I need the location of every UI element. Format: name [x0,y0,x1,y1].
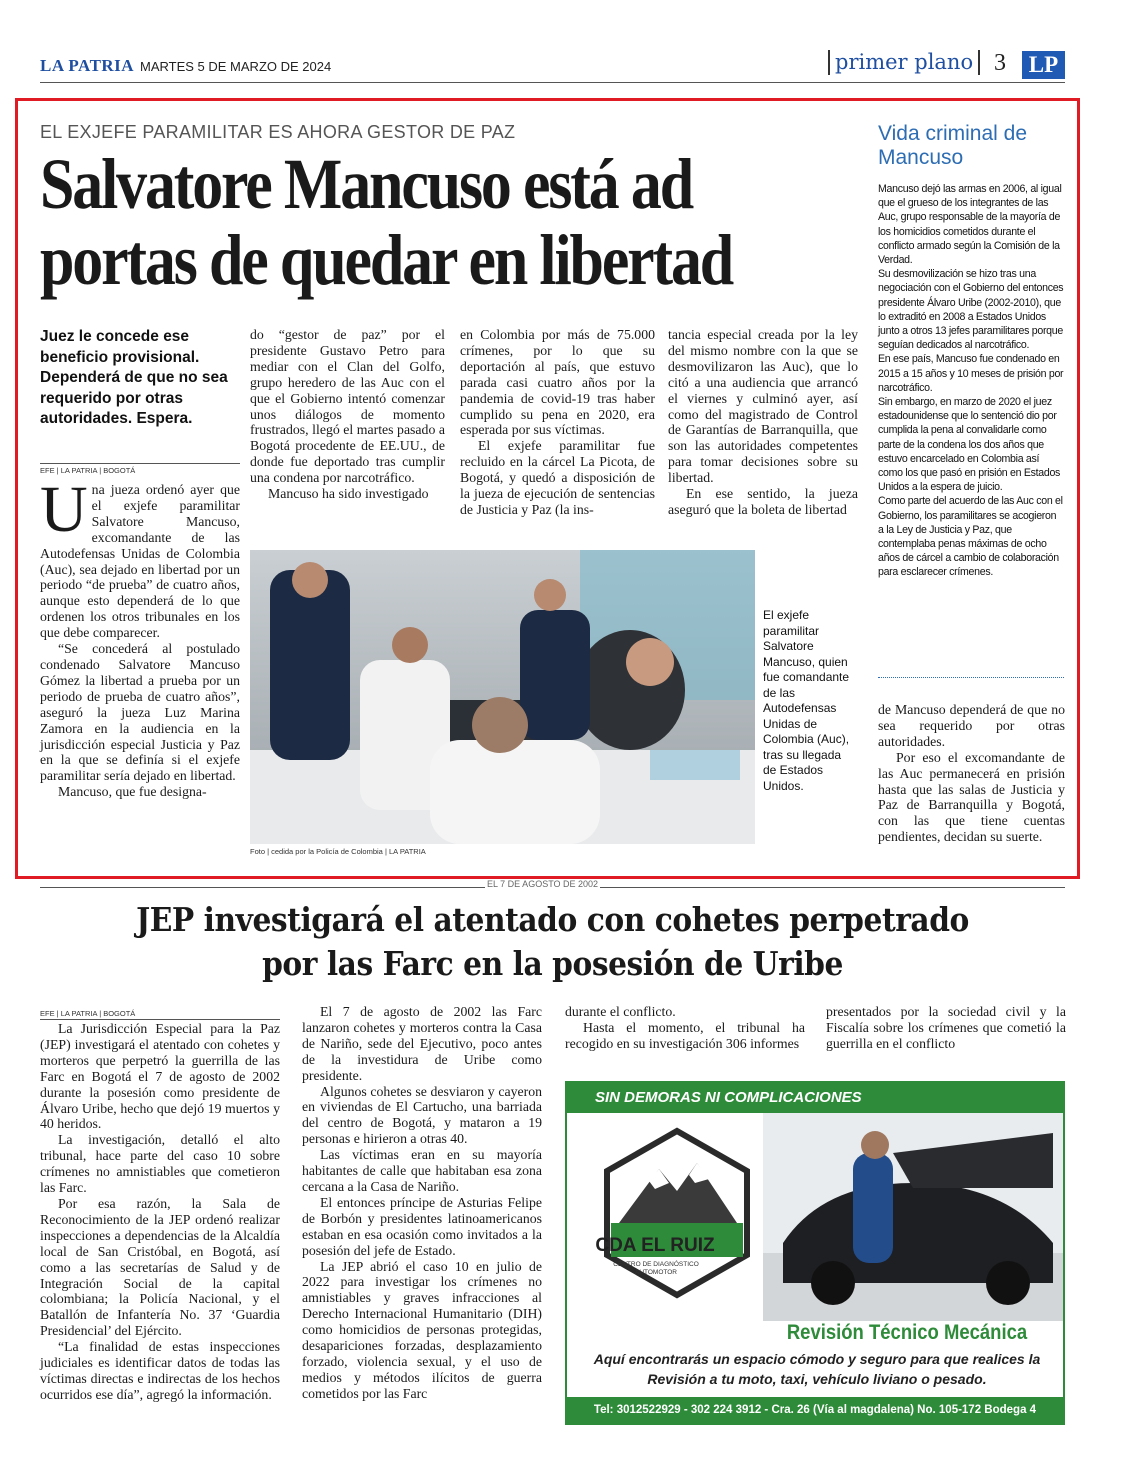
second-article-headline [91,898,1014,986]
paragraph: tancia especial creada por la ley del mismo nombre con la que se desmovilizaron las Auc), que lo citó a una audiencia que arrancó el viernes y culminó ayer, así como del magistrado de Control de Garantías de Barranquilla, que son las autoridades competentes para tomar decisiones sobre su libertad. [668,327,858,486]
paragraph: La investigación, detalló el alto tribunal, hace parte del caso 10 sobre crímenes no amnistiables que cometieron las Farc. [40,1132,280,1196]
paragraph: durante el conflicto. [565,1004,676,1019]
paragraph: do “gestor de paz” por el presidente Gustavo Petro para mediar con el Clan del Golfo, grupo heredero de las Auc con el que el Gobierno intentó comenzar unos diálogos de momento frustrados, llegó el martes pasado a Bogotá procedente de EE.UU., de donde fue deportado tras cumplir una condena por narcotráfico. [250,327,445,486]
sidebar-paragraph: Sin embargo, en marzo de 2020 el juez estadounidense que lo sentenció dio por cumplida la pena al convalidarle como parte de la condena los dos años que estuvo encarcelado en Colombia así como los que pasó en prisión en Estados Unidos a la espera de juicio. [878,396,1061,494]
ad-text: Aquí encontrarás un espacio cómodo y seguro para que realices la Revisión a tu moto, taxi, vehículo liviano o pesado. [593,1351,1041,1387]
section-label: primer plano [828,50,980,75]
article-kicker: EL EXJEFE PARAMILITAR ES AHORA GESTOR DE PAZ [40,122,516,142]
article-headline: Salvatore Mancuso está ad portas de quedar en libertad [40,144,733,300]
photo-caption: El exjefe paramilitar Salvatore Mancuso, quien fue comandante de las Autodefensas Unidas de Colombia (Auc), tras su llegada de Estados Unidos. [763,608,850,793]
paragraph: Algunos cohetes se desviaron y cayeron en viviendas de El Cartucho, una barriada del centro de Bogotá, y mataron a 19 personas e hirieron a otras 40. [302,1083,542,1147]
paragraph: “Se concederá al postulado condenado Salvatore Mancuso Gómez la libertad a prueba por un periodo de prueba de cuatro años”, aseguró la jueza Luz Marina Zamora en la audiencia en la jurisdicción especial Justicia y Paz en la que se definía si el exjefe paramilitar sería dejado en libertad. [40,641,240,784]
photo-illustration [250,550,755,844]
byline-divider [40,463,240,464]
drop-cap: U [40,473,88,546]
article-column-1 [40,473,240,800]
advertisement [565,1081,1065,1425]
second-article-column-3 [565,1004,805,1052]
sidebar-body [878,182,1064,580]
second-article-byline: EFE | LA PATRIA | BOGOTÁ [40,1009,280,1020]
sidebar-title: Vida criminal de Mancuso [878,122,1028,169]
second-article-column-4 [826,1004,1066,1052]
paragraph: Las víctimas eran en su mayoría habitantes de calle que habitaban esa zona cercana a la Casa de Nariño. [302,1147,542,1194]
ad-title: Revisión Técnico Mecánica [786,1321,1028,1344]
ad-logo-subtitle: CENTRO DE DIAGNÓSTICO AUTOMOTOR [613,1261,699,1276]
paragraph: En ese sentido, la jueza aseguró que la boleta de libertad [668,486,858,517]
article-column-3 [460,327,655,518]
article-column-2 [250,327,445,502]
paragraph: de Mancuso dependerá de que no sea requerido por otras autoridades. [878,702,1065,749]
photo-credit: Foto | cedida por la Policía de Colombia | LA PATRIA [250,847,426,856]
second-article-kicker: EL 7 DE AGOSTO DE 2002 [487,879,599,889]
paragraph: Mancuso, que fue designa- [58,784,207,800]
paragraph: Por eso el excomandante de las Auc permanecerá en prisión hasta que las salas de Justicia y Paz de Barranquilla y Bogotá, con las que tiene cuentas pendientes, decidan su suerte. [878,749,1065,845]
article-byline: EFE | LA PATRIA | BOGOTÁ [40,466,136,475]
second-article-column-2 [302,1004,542,1402]
car-inspection-photo [763,1113,1063,1321]
paragraph: Hasta el momento, el tribunal ha recogido en su investigación 306 informes [565,1019,805,1051]
paragraph: Mancuso ha sido investigado [268,486,429,502]
sidebar-paragraph: En ese país, Mancuso fue condenado en 2015 a 15 años y 10 meses de prisión por narcotráfico. [878,353,1064,394]
sidebar-paragraph: Mancuso dejó las armas en 2006, al igual que el grueso de los integrantes de las Auc, grupo responsable de la mayoría de los homicidios cometidos durante el conflicto armado según la Comisión de la Verdad. [878,183,1062,267]
paragraph: La JEP abrió el caso 10 en julio de 2022 para investigar los crímenes no amnistiables y graves infracciones al Derecho Internacional Humanitario (DIH) como homicidios de personas protegidas, desapariciones forzadas, desplazamiento forzado, violencia sexual, y el uso de medios y métodos ilícitos de guerra cometidos por las Farc [302,1258,542,1401]
ad-logo-name: CDA EL RUIZ [595,1235,715,1256]
ad-contact: Tel: 3012522929 - 302 224 3912 - Cra. 26 (Vía al magdalena) No. 105-172 Bodega 4 [567,1397,1063,1423]
issue-date: MARTES 5 DE MARZO DE 2024 [140,59,332,74]
headline-line-1: JEP investigará el atentado con cohetes perpetrado [136,900,969,939]
sidebar-divider [878,677,1064,678]
paragraph: presentados por la sociedad civil y la Fiscalía sobre los crímenes que cometió la guerrilla en el conflicto [826,1004,1066,1051]
brand-badge: LP [1022,51,1065,79]
article-deck: Juez le concede ese beneficio provisional. Dependerá de que no sea requerido por otras autoridades. Espera. [40,328,228,427]
headline-line-2: por las Farc en la posesión de Uribe [262,944,843,983]
paragraph: “La finalidad de estas inspecciones judiciales es identificar datos de todas las víctimas directas e indirectas de los hechos ocurridos ese día”, agregó la información. [40,1339,280,1402]
news-photo [250,550,755,844]
paragraph: Por esa razón, la Sala de Reconocimiento de la JEP ordenó realizar inspecciones a dependencias de la Alcaldía local de San Cristóbal, en Bogotá, así como a las secretarías de Salud y de Integración Social de la capital colombiana; la Policía Nacional, y el Batallón de Infantería No. 37 ‘Guardia Presidencial’ del Ejército. [40,1195,280,1339]
paragraph: en Colombia por más de 75.000 crímenes, por lo que su deportación al país, que estuvo parada casi cuatro años por la pandemia de covid-19 tras haber cumplido su pena en 2020, era esperada por sus víctimas. [460,327,655,438]
sidebar-paragraph: Su desmovilización se hizo tras una negociación con el Gobierno del entonces presidente Álvaro Uribe (2002-2010), que lo extraditó en 2008 a Estados Unidos junto a otros 13 jefes paramilitares porque seguían dedicados al narcotráfico. [878,268,1064,352]
sidebar-paragraph: Como parte del acuerdo de las Auc con el Gobierno, los paramilitares se acogieron a la Ley de Justicia y Paz, que contemplaba penas máximas de ocho años de cárcel a cambio de colaboración para esclarecer crímenes. [878,495,1063,579]
paragraph-text: na jueza ordenó ayer que el exjefe paramilitar Salvatore Mancuso, excomandante de las Autodefensas Unidas de Colombia (Auc), sea dejado en libertad por un periodo “de prueba” de cuatro años, aunque esto dependerá de lo que ordenen los otros tribunales en los que debe comparecer. [40,482,240,641]
mountain-logo-icon [597,1123,757,1303]
paragraph: El entonces príncipe de Asturias Felipe de Borbón y presidentes latinoamericanos estaban en esa ocasión como invitados a la posesión del jefe de Estado. [302,1194,542,1258]
article-continuation [878,702,1065,845]
page-number: 3 [994,50,1006,76]
paragraph [40,473,240,641]
second-article-column-1 [40,1021,280,1403]
paragraph: El 7 de agosto de 2002 las Farc lanzaron cohetes y morteros contra la Casa de Nariño, sede del Ejecutivo, poco antes de la investidura de Uribe como presidente. [302,1004,542,1083]
newspaper-logo: LA PATRIA [40,56,135,75]
article-column-4 [668,327,858,518]
paragraph: El exjefe paramilitar fue recluido en la cárcel La Picota, de Bogotá, y quedó a disposición de la jueza de ejecución de sentencias de Justicia y Paz (la ins- [460,438,655,517]
paragraph: La Jurisdicción Especial para la Paz (JEP) investigará el atentado con cohetes y morteros que perpetró la guerrilla de las Farc en Bogotá el 7 de agosto de 2002 durante la posesión como presidente de Álvaro Uribe, hecho que dejó 19 muertos y 40 heridos. [40,1021,280,1132]
ad-top-banner: SIN DEMORAS NI COMPLICACIONES [567,1083,1063,1113]
masthead-divider [40,82,1065,83]
